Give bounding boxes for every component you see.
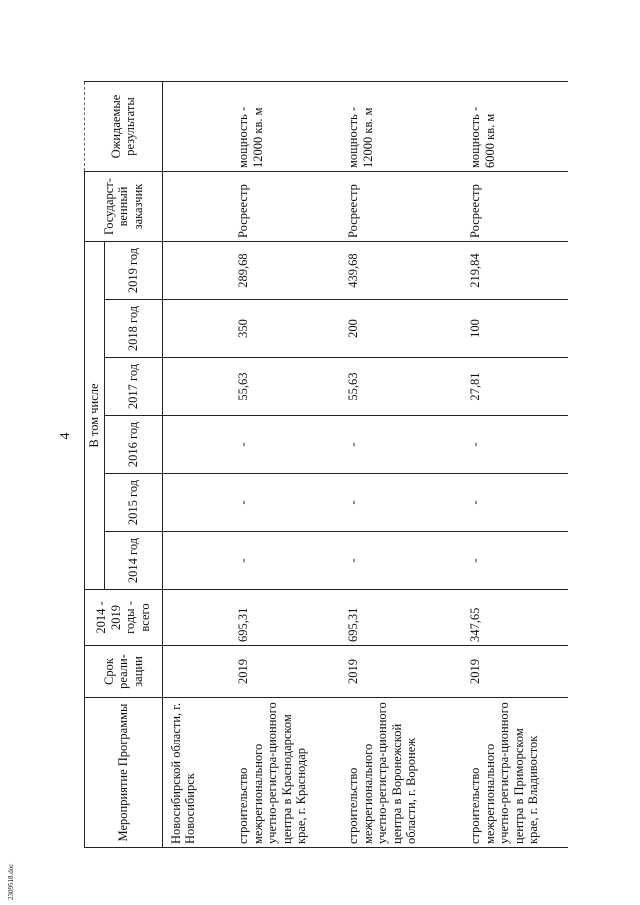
- program-table: [84, 81, 568, 848]
- cell-2015: -: [336, 474, 458, 532]
- cell-term: 2019: [226, 646, 336, 698]
- cell-total: 695,31: [226, 590, 336, 646]
- cell-measure: строительство межрегионального учетно-регистра-ционного центра в Приморском крае, г. Владивосток: [458, 698, 568, 848]
- cell-2014: -: [458, 532, 568, 590]
- cell-total: 347,65: [458, 590, 568, 646]
- footer-doc-code-text: 2309518.doc: [7, 863, 15, 900]
- table-row: [458, 82, 568, 848]
- cell-result: мощность - 12000 кв. м: [226, 82, 336, 172]
- cell-customer: Росреестр: [336, 172, 458, 242]
- cell-2016: -: [458, 416, 568, 474]
- cell-measure: строительство межрегионального учетно-регистра-ционного центра в Воронежской области, г. Воронеж: [336, 698, 458, 848]
- table-row-continuation: [162, 82, 226, 848]
- cell-measure: Новосибирской области, г. Новосибирск: [162, 698, 226, 848]
- cell-2019: 219,84: [458, 242, 568, 300]
- cell-result: мощность - 6000 кв. м: [458, 82, 568, 172]
- header-year-2014: 2014 год: [104, 532, 162, 590]
- cell-2017: 55,63: [226, 358, 336, 416]
- cell-2017: 55,63: [336, 358, 458, 416]
- rotated-page: [58, 18, 638, 848]
- cell-2018: 350: [226, 300, 336, 358]
- header-including: В том числе: [85, 242, 105, 590]
- table-row: [336, 82, 458, 848]
- cell-result: мощность - 12000 кв. м: [336, 82, 458, 172]
- cell-term: 2019: [458, 646, 568, 698]
- cell-2016: -: [336, 416, 458, 474]
- header-total: 2014 - 2019 годы - всего: [85, 590, 163, 646]
- table-body: [162, 82, 568, 848]
- cell-measure: строительство межрегионального учетно-регистра-ционного центра в Краснодарском крае, г. Краснодар: [226, 698, 336, 848]
- cell-customer: Росреестр: [226, 172, 336, 242]
- header-year-2019: 2019 год: [104, 242, 162, 300]
- cell-2019: 289,68: [226, 242, 336, 300]
- cell-2015: -: [226, 474, 336, 532]
- header-term: Срок реали-зации: [85, 646, 163, 698]
- cell-2018: 200: [336, 300, 458, 358]
- cell-customer: Росреестр: [458, 172, 568, 242]
- cell-2015: -: [458, 474, 568, 532]
- page-number: 4: [58, 432, 73, 440]
- cell-2016: -: [226, 416, 336, 474]
- header-year-2015: 2015 год: [104, 474, 162, 532]
- cell-2014: -: [226, 532, 336, 590]
- header-measure: Мероприятие Программы: [85, 698, 163, 848]
- cell-2018: 100: [458, 300, 568, 358]
- header-year-2018: 2018 год: [104, 300, 162, 358]
- cell-term: 2019: [336, 646, 458, 698]
- header-customer: Государст-венный заказчик: [85, 172, 163, 242]
- header-results: Ожидаемые результаты: [85, 82, 163, 172]
- cell-total: 695,31: [336, 590, 458, 646]
- header-year-2016: 2016 год: [104, 416, 162, 474]
- table-header: [85, 82, 163, 848]
- cell-2014: -: [336, 532, 458, 590]
- table-row: [226, 82, 336, 848]
- cell-2017: 27,81: [458, 358, 568, 416]
- header-year-2017: 2017 год: [104, 358, 162, 416]
- footer-doc-code: [7, 860, 19, 900]
- cell-2019: 439,68: [336, 242, 458, 300]
